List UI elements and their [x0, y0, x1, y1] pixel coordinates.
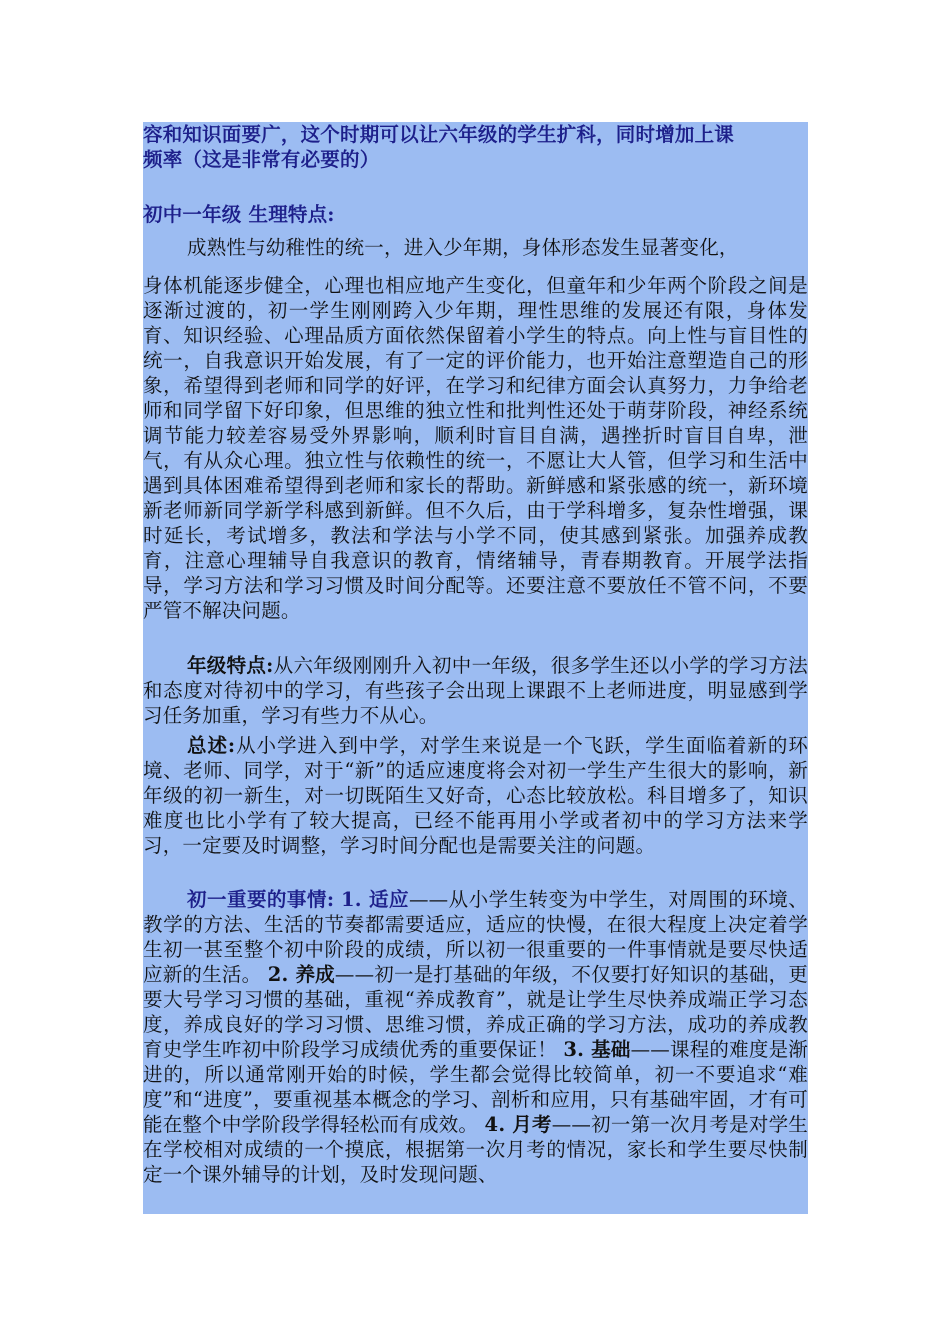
- intro-line-2: 频率（这是非常有必要的）: [143, 148, 380, 171]
- physiology-body: 身体机能逐步健全，心理也相应地产生变化，但童年和少年两个阶段之间是逐渐过渡的，初一学生刚刚跨入少年期，理性思维的发展还有限，身体发育、知识经验、心理品质方面依然保留着小学生的特点。向上性与盲目性的统一，自我意识开始发展，有了一定的评价能力，也开始注意塑造自己的形象，希望得到老师和同学的好评，在学习和纪律方面会认真努力，力争给老师和同学留下好印象，但思维的独立性和批判性还处于萌芽阶段，神经系统调节能力较差容易受外界影响，顺利时盲目自满，遇挫折时盲目自卑，泄气，有从众心理。独立性与依赖性的统一，不愿让大人管，但学习和生活中遇到具体困难希望得到老师和家长的帮助。新鲜感和紧张感的统一，新环境新老师新同学新学科感到新鲜。但不久后，由于学科增多，复杂性增强，课时延长，考试增多，教法和学法与小学不同，使其感到紧张。加强养成教育，注意心理辅导自我意识的教育，情绪辅导，青春期教育。开展学法指导，学习方法和学习习惯及时间分配等。还要注意不要放任不管不问，不要严管不解决问题。: [143, 274, 808, 622]
- intro-paragraph: [143, 122, 808, 172]
- item1-text: ——从小学生转变为中学生，对周围的环境、教学的方法、生活的节奏都需要适应，适应的快慢，在很大程度上决定着学生初一甚至整个初中阶段的成绩，所以初一很重要的一件事情就是要尽快适应新的生活。: [143, 888, 808, 986]
- summary-text: 从小学进入到中学，对学生来说是一个飞跃，学生面临着新的环境、老师、同学，对于“新”的适应速度将会对初一学生产生很大的影响，新年级的初一新生，对一切既陌生又好奇，心态比较放松。科目增多了，知识难度也比小学有了较大提高，已经不能再用小学或者初中的学习方法来学习，一定要及时调整，学习时间分配也是需要关注的问题。: [143, 734, 808, 857]
- intro-line-1: 容和知识面要广，这个时期可以让六年级的学生扩科，同时增加上课: [143, 123, 735, 146]
- important-paragraph: [143, 887, 808, 1187]
- grade-features-paragraph: [143, 653, 808, 728]
- physiology-lead: 成熟性与幼稚性的统一，进入少年期，身体形态发生显著变化，: [187, 236, 739, 259]
- item3-text: ——课程的难度是渐进的，所以通常刚开始的时候，学生都会觉得比较简单，初一不要追求“难度”和“进度”，要重视基本概念的学习、剖析和应用，只有基础牢固，才有可能在整个中学阶段学得轻松而有成效。: [143, 1038, 808, 1136]
- important-label: 初一重要的事情:: [187, 888, 335, 911]
- item4-text: ——初一第一次月考是对学生在学校相对成绩的一个摸底，根据第一次月考的情况，家长和学生要尽快制定一个课外辅导的计划，及时发现问题、: [143, 1113, 808, 1186]
- grade-features-text: 从六年级刚刚升入初中一年级，很多学生还以小学的学习方法和态度对待初中的学习，有些孩子会出现上课跟不上老师进度，明显感到学习任务加重，学习有些力不从心。: [143, 654, 808, 727]
- section-heading: 初中一年级 生理特点:: [143, 203, 335, 226]
- grade-features-label: 年级特点:: [187, 654, 274, 677]
- item4-label: 4. 月考: [484, 1113, 552, 1136]
- document-page: [143, 122, 808, 1214]
- item2-text: ——初一是打基础的年级，不仅要打好知识的基础，更要大号学习习惯的基础，重视“养成教育”，就是让学生尽快养成端正学习态度，养成良好的学习习惯、思维习惯，养成正确的学习方法，成功的养成教育史学生咋初中阶段学习成绩优秀的重要保证！: [143, 963, 808, 1061]
- item3-label: 3. 基础: [563, 1038, 631, 1061]
- item1-label: 1. 适应: [340, 888, 409, 911]
- summary-paragraph: [143, 733, 808, 858]
- item2-label: 2. 养成: [267, 963, 335, 986]
- summary-label: 总述:: [187, 734, 236, 757]
